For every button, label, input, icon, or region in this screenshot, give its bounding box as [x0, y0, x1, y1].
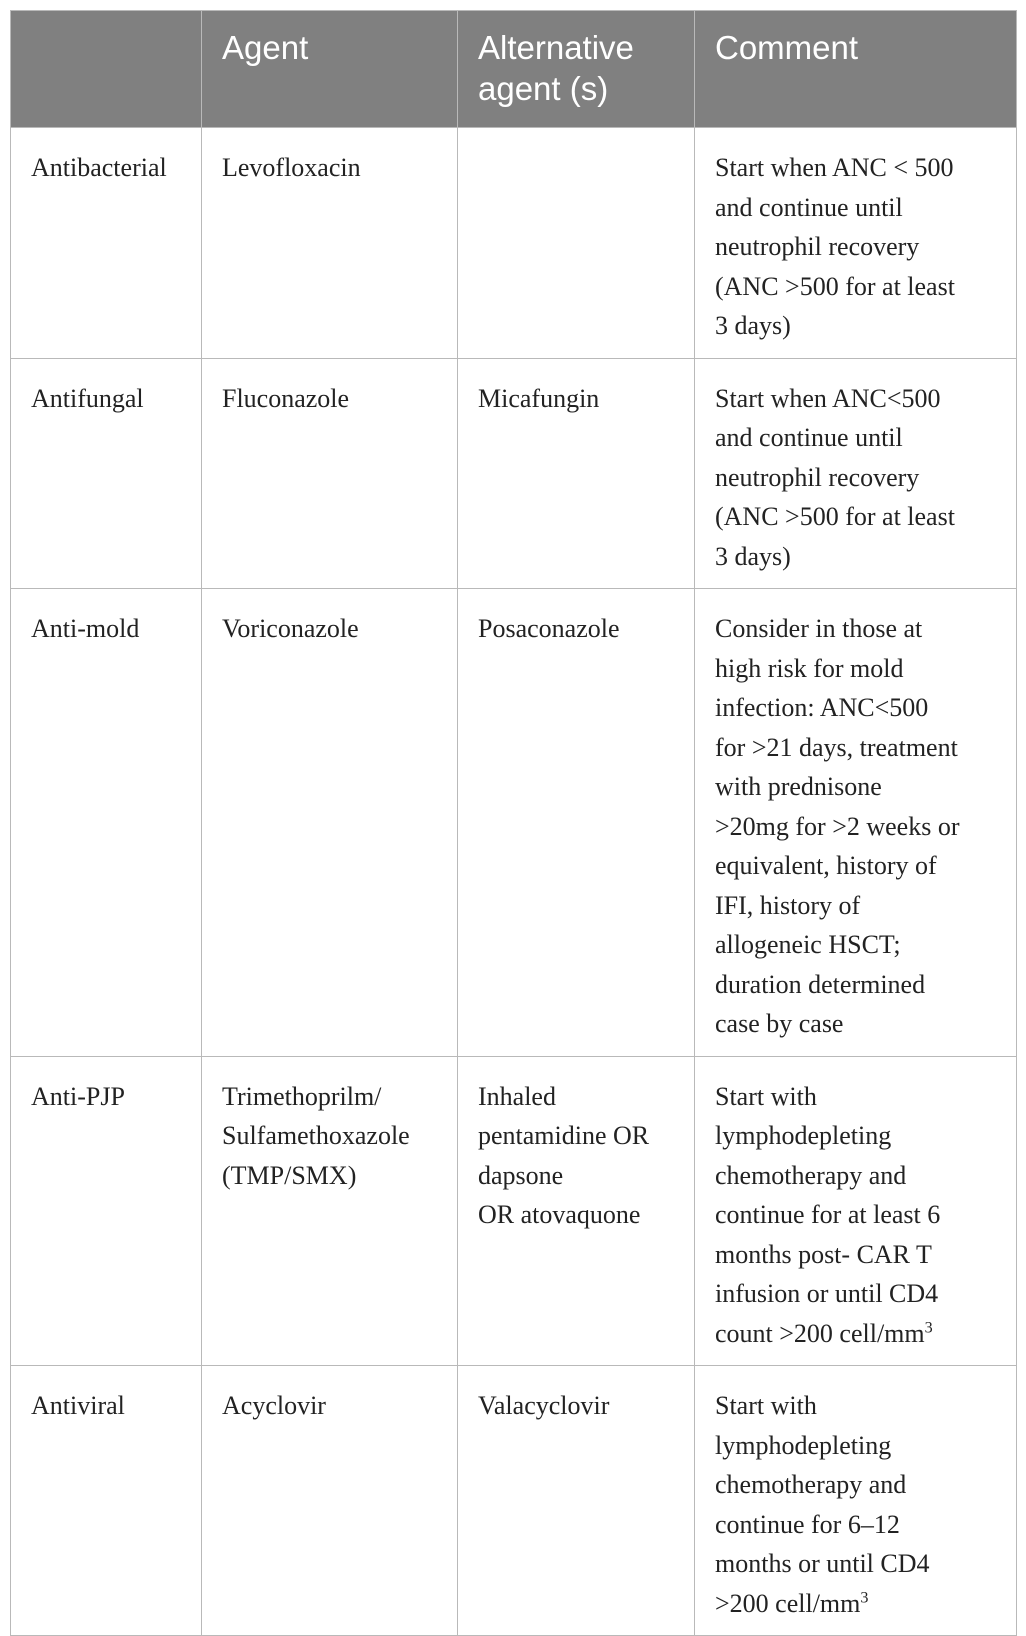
- header-agent: Agent: [202, 11, 458, 128]
- comment-text: Start when ANC<500 and continue until neutrophil recovery (ANC >500 for at least 3 days): [715, 383, 955, 571]
- category-cell: Antiviral: [11, 1366, 202, 1636]
- table-body: [11, 128, 1017, 1636]
- header-alternative-agent: Alternative agent (s): [458, 11, 695, 128]
- alternative-cell: Inhaled pentamidine OR dapsone OR atovaquone: [458, 1056, 695, 1366]
- agent-cell: Voriconazole: [202, 589, 458, 1057]
- table-row-anti-mold: [11, 589, 1017, 1057]
- comment-text: Consider in those at high risk for mold infection: ANC<500 for >21 days, treatment with prednisone >20mg for >2 weeks or equivalent, history of IFI, history of allogeneic HSCT; duration determined case by case: [715, 614, 960, 1038]
- agent-cell: Levofloxacin: [202, 128, 458, 359]
- category-cell: Antibacterial: [11, 128, 202, 359]
- table-header: [11, 11, 1017, 128]
- header-comment: Comment: [695, 11, 1017, 128]
- alternative-cell: Micafungin: [458, 358, 695, 589]
- comment-cell: [695, 358, 1017, 589]
- comment-cell: [695, 1056, 1017, 1366]
- category-cell: Antifungal: [11, 358, 202, 589]
- prophylaxis-table-container: [10, 10, 1016, 1636]
- prophylaxis-table: [10, 10, 1017, 1636]
- table-row-anti-pjp: [11, 1056, 1017, 1366]
- header-row: [11, 11, 1017, 128]
- agent-cell: Trimethoprilm/ Sulfamethoxazole (TMP/SMX): [202, 1056, 458, 1366]
- table-row-antibacterial: [11, 128, 1017, 359]
- comment-cell: [695, 128, 1017, 359]
- table-row-antifungal: [11, 358, 1017, 589]
- agent-cell: Fluconazole: [202, 358, 458, 589]
- superscript: 3: [860, 1588, 869, 1606]
- comment-text: Start with lymphodepleting chemotherapy and continue for 6–12 months or until CD4 >200 cell/mm: [715, 1391, 930, 1618]
- alternative-cell: [458, 128, 695, 359]
- header-category: [11, 11, 202, 128]
- comment-text: Start with lymphodepleting chemotherapy and continue for at least 6 months post- CAR T infusion or until CD4 count >200 cell/mm: [715, 1081, 941, 1348]
- alternative-cell: Valacyclovir: [458, 1366, 695, 1636]
- comment-cell: [695, 1366, 1017, 1636]
- category-cell: Anti-PJP: [11, 1056, 202, 1366]
- table-row-antiviral: [11, 1366, 1017, 1636]
- agent-cell: Acyclovir: [202, 1366, 458, 1636]
- category-cell: Anti-mold: [11, 589, 202, 1057]
- comment-cell: [695, 589, 1017, 1057]
- comment-text: Start when ANC < 500 and continue until neutrophil recovery (ANC >500 for at least 3 days): [715, 153, 955, 340]
- superscript: 3: [924, 1318, 933, 1336]
- alternative-cell: Posaconazole: [458, 589, 695, 1057]
